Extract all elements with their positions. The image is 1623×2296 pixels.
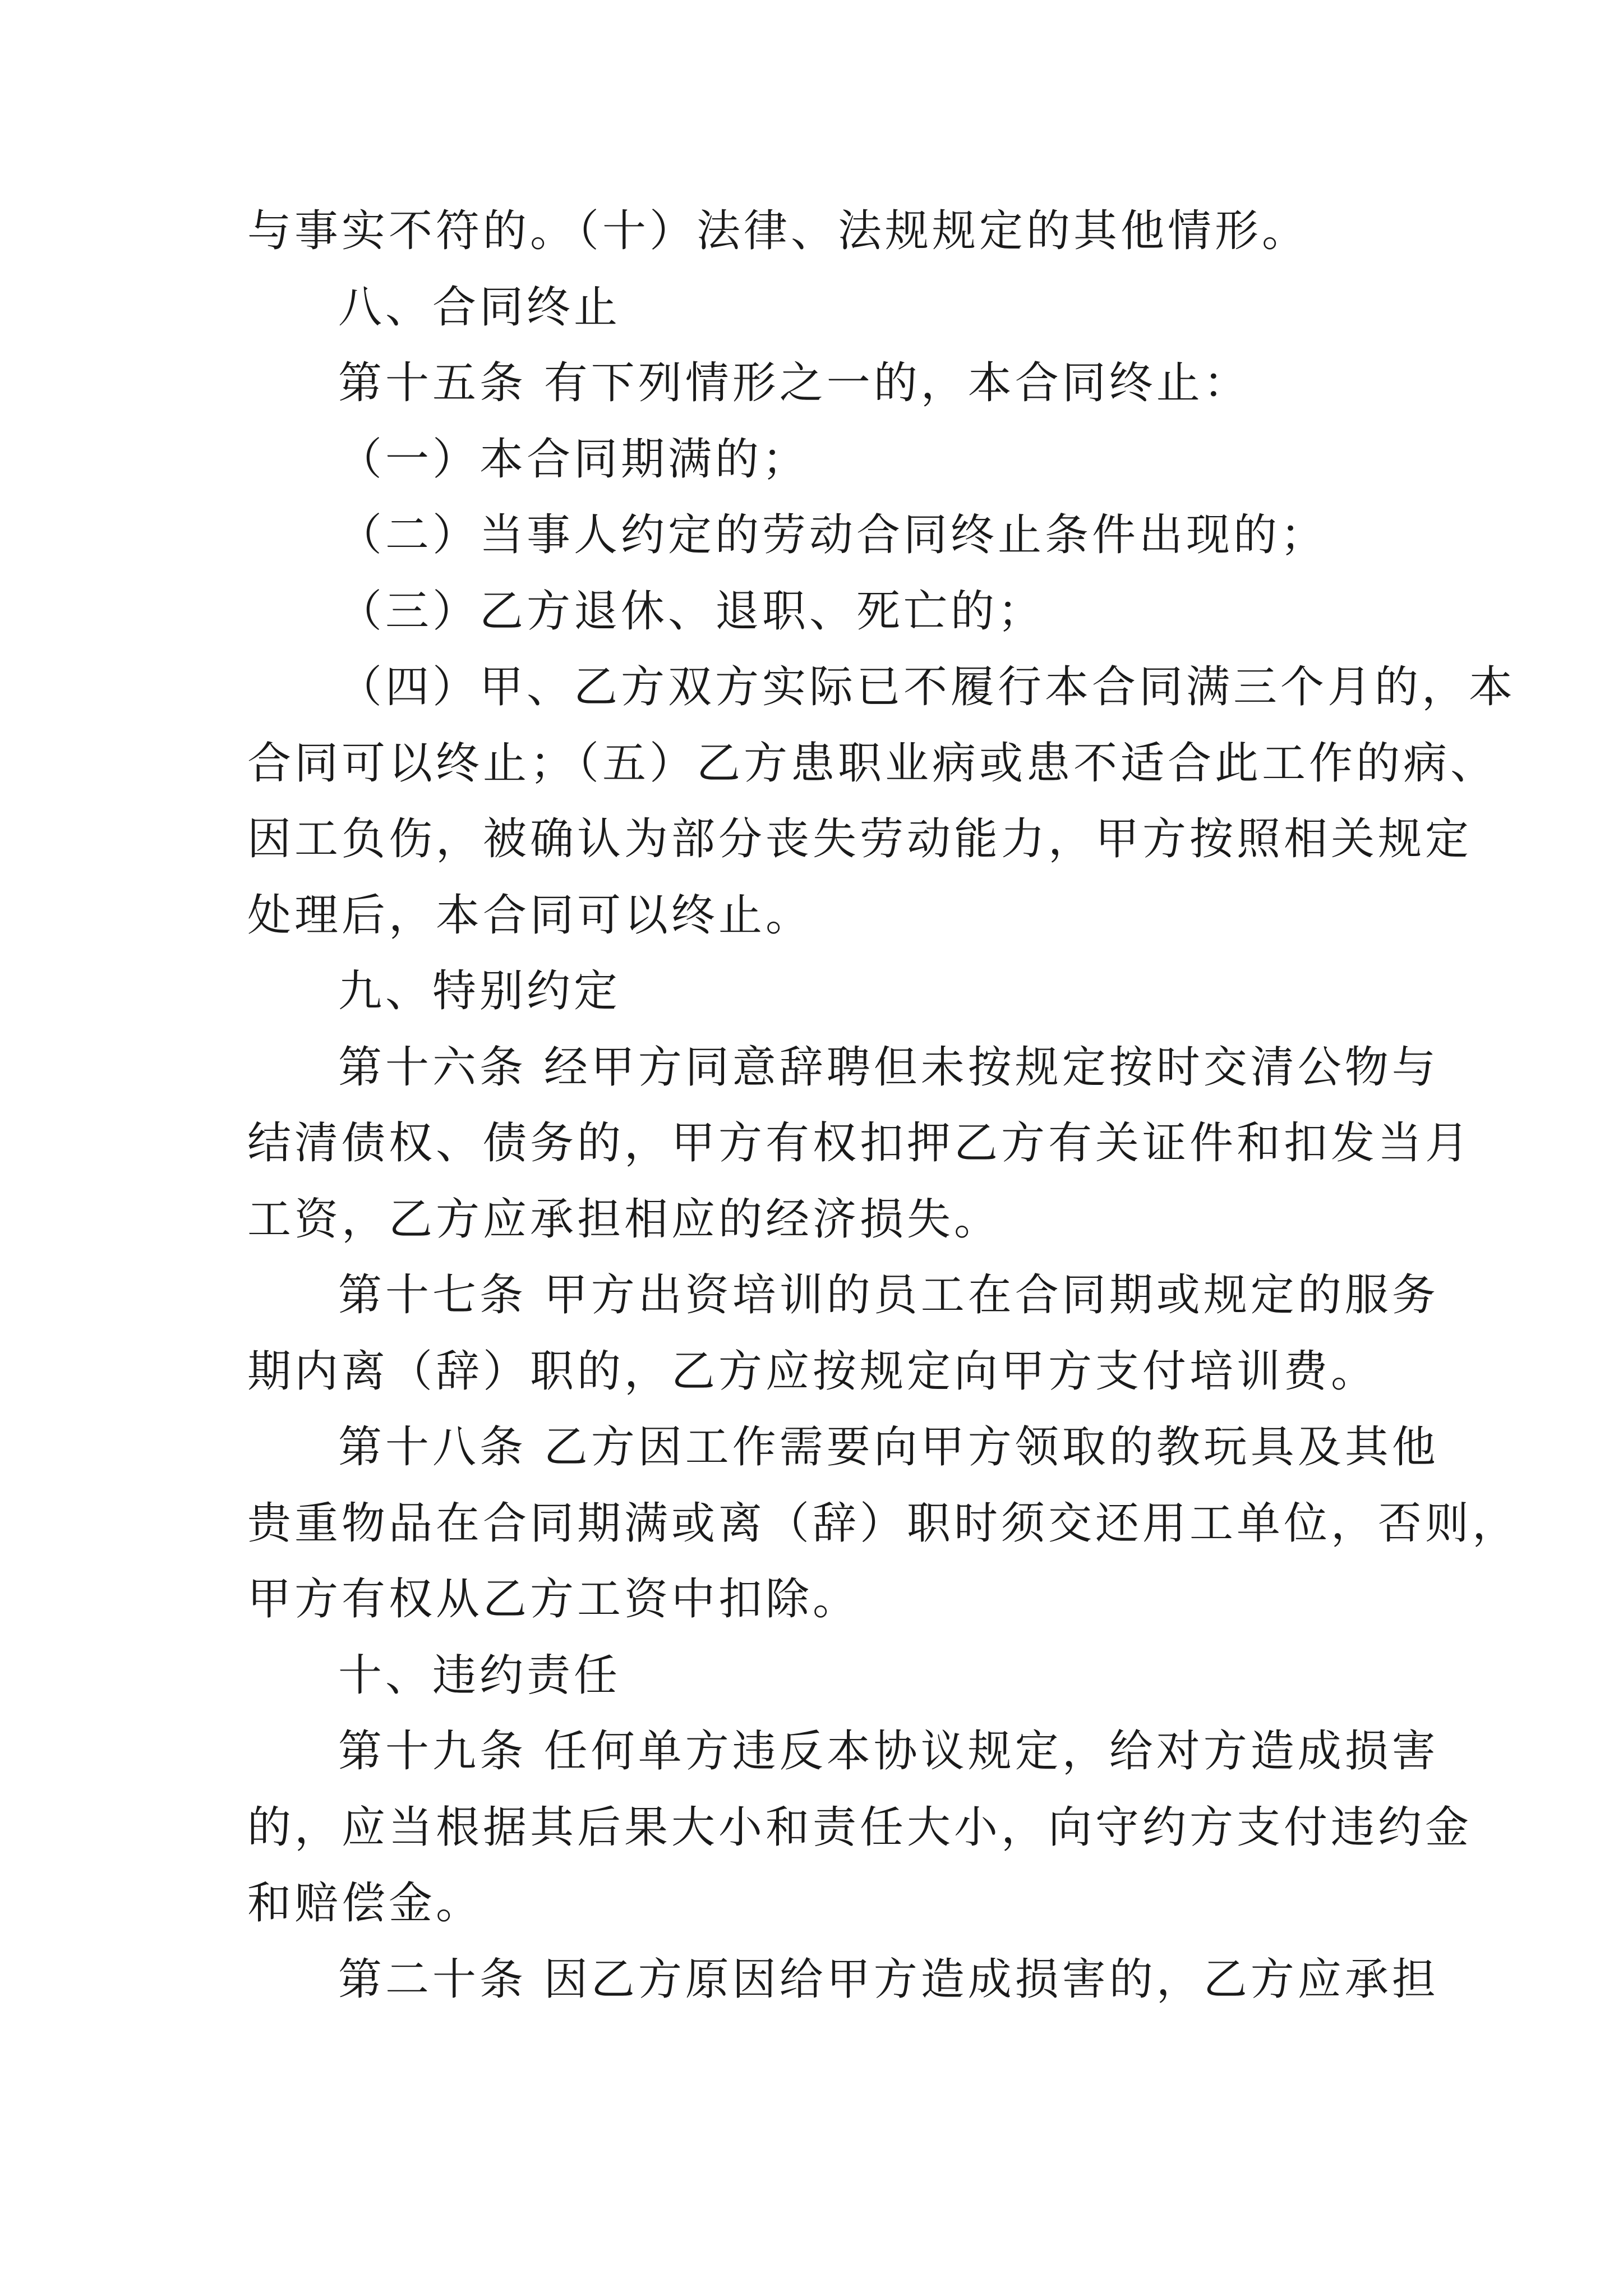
section-heading: 八、合同终止 [338, 282, 621, 333]
body-line: 甲方有权从乙方工资中扣除。 [247, 1574, 860, 1625]
body-line: 与事实不符的。（十）法律、法规规定的其他情形。 [247, 206, 1310, 256]
article-20-line: 第二十条 因乙方原因给甲方造成损害的，乙方应承担 [338, 1954, 1439, 2005]
body-line: 工资，乙方应承担相应的经济损失。 [247, 1194, 1002, 1245]
body-line: 结清债权、债务的，甲方有权扣押乙方有关证件和扣发当月 [247, 1118, 1473, 1168]
list-item: （二）当事人约定的劳动合同终止条件出现的； [338, 510, 1328, 560]
article-19-line: 第十九条 任何单方违反本协议规定，给对方造成损害 [338, 1726, 1439, 1777]
section-heading: 十、违约责任 [338, 1650, 621, 1701]
body-line: 贵重物品在合同期满或离（辞）职时须交还用工单位，否则， [247, 1498, 1520, 1549]
list-item: （一）本合同期满的； [338, 434, 810, 485]
document-body [247, 194, 1520, 2018]
section-heading: 九、特别约定 [338, 966, 621, 1016]
article-18-line: 第十八条 乙方因工作需要向甲方领取的教玩具及其他 [338, 1422, 1439, 1473]
body-line: 处理后，本合同可以终止。 [247, 890, 813, 941]
list-item: （四）甲、乙方双方实际已不履行本合同满三个月的，本 [338, 662, 1516, 712]
article-15-line: 第十五条 有下列情形之一的，本合同终止： [338, 358, 1251, 408]
list-item: （三）乙方退休、退职、死亡的； [338, 586, 1045, 637]
body-line: 和赔偿金。 [247, 1878, 483, 1929]
body-line: 的，应当根据其后果大小和责任大小，向守约方支付违约金 [247, 1802, 1473, 1853]
article-16-line: 第十六条 经甲方同意辞聘但未按规定按时交清公物与 [338, 1042, 1439, 1093]
body-line: 因工负伤，被确认为部分丧失劳动能力，甲方按照相关规定 [247, 814, 1473, 864]
body-line: 合同可以终止；（五）乙方患职业病或患不适合此工作的病、 [247, 738, 1498, 789]
article-17-line: 第十七条 甲方出资培训的员工在合同期或规定的服务 [338, 1270, 1439, 1320]
body-line: 期内离（辞）职的，乙方应按规定向甲方支付培训费。 [247, 1346, 1378, 1397]
